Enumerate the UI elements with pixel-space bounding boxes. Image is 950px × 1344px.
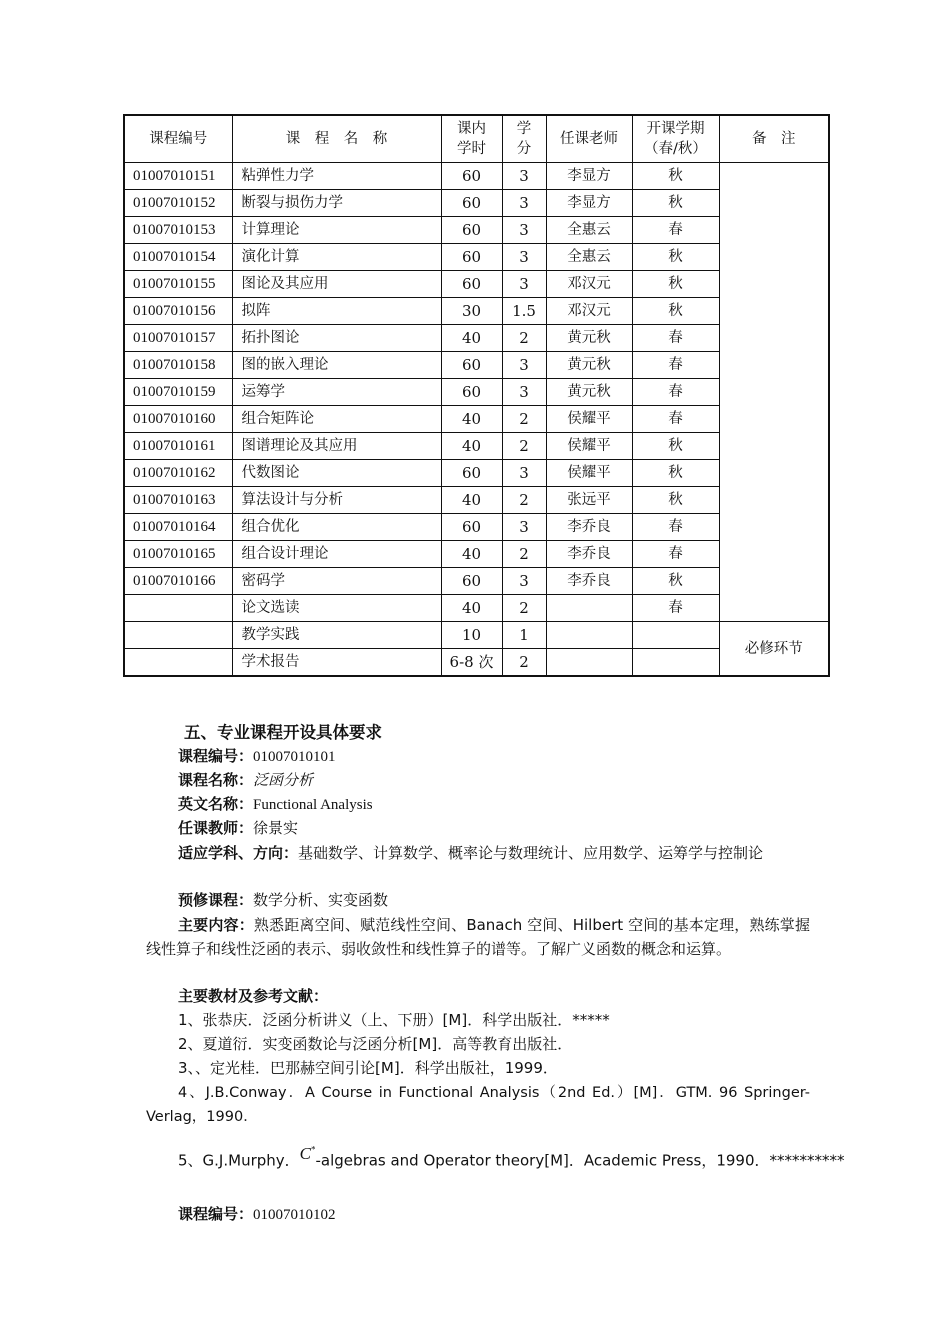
course-name-label: 课程名称：: [178, 771, 254, 789]
cell-hours: 60: [441, 460, 502, 487]
cell-credits: 2: [502, 487, 546, 514]
cell-teacher: 邓汉元: [546, 271, 632, 298]
header-hours: 课内 学时: [441, 115, 502, 163]
table-body: [124, 163, 829, 677]
cell-code: 01007010166: [124, 568, 232, 595]
next-course-code-label: 课程编号：: [178, 1205, 254, 1223]
prereq-line: [178, 890, 388, 910]
required-note: 必修环节: [719, 622, 829, 677]
cell-term: 春: [632, 514, 719, 541]
cell-code: 01007010165: [124, 541, 232, 568]
ref5-prefix: 5、G.J.Murphy．: [178, 1151, 300, 1170]
next-course-code-value: 01007010102: [253, 1207, 336, 1223]
cell-term: 春: [632, 325, 719, 352]
cell-code: 01007010160: [124, 406, 232, 433]
english-name-line: [178, 794, 373, 815]
cell-name: 组合矩阵论: [232, 406, 441, 433]
cell-hours: 40: [441, 433, 502, 460]
cell-teacher: 李乔良: [546, 541, 632, 568]
cell-hours: 60: [441, 379, 502, 406]
course-code-line: [178, 746, 336, 767]
cell-hours: 40: [441, 406, 502, 433]
cell-hours: 10: [441, 622, 502, 649]
cell-code: 01007010161: [124, 433, 232, 460]
cell-credits: 2: [502, 325, 546, 352]
course-name-line: [178, 770, 313, 790]
course-code-label: 课程编号：: [178, 747, 254, 765]
cell-teacher: 李乔良: [546, 568, 632, 595]
cell-name: 拟阵: [232, 298, 441, 325]
cell-credits: 2: [502, 541, 546, 568]
cell-teacher: 李乔良: [546, 514, 632, 541]
cell-teacher: 邓汉元: [546, 298, 632, 325]
cell-credits: 3: [502, 568, 546, 595]
cell-teacher: 李显方: [546, 163, 632, 190]
next-course-code-line: [178, 1204, 336, 1225]
header-credits: 学 分: [502, 115, 546, 163]
reference-item: 1、张恭庆．泛函分析讲义（上、下册）[M]．科学出版社．*****: [178, 1011, 610, 1029]
cell-hours: 60: [441, 244, 502, 271]
cell-hours: 40: [441, 541, 502, 568]
cell-term: 秋: [632, 271, 719, 298]
header-teacher: 任课老师: [546, 115, 632, 163]
cell-name: 拓扑图论: [232, 325, 441, 352]
cell-teacher: 侯耀平: [546, 433, 632, 460]
header-code: 课程编号: [124, 115, 232, 163]
cell-credits: 1.5: [502, 298, 546, 325]
cell-teacher: 侯耀平: [546, 460, 632, 487]
cell-code: 01007010152: [124, 190, 232, 217]
cell-hours: 60: [441, 217, 502, 244]
cell-term: 秋: [632, 568, 719, 595]
cell-name: 学术报告: [232, 649, 441, 677]
section-heading: 五、专业课程开设具体要求: [184, 723, 382, 742]
cell-name: 粘弹性力学: [232, 163, 441, 190]
cell-code: 01007010158: [124, 352, 232, 379]
content-value: 熟悉距离空间、赋范线性空间、Banach 空间、Hilbert 空间的基本定理，熟练掌握线性算子和线性泛函的表示、弱收敛性和线性算子的谱等。了解广义函数的概念和运算。: [146, 916, 810, 958]
cell-code: 01007010164: [124, 514, 232, 541]
cell-term: 春: [632, 595, 719, 622]
cell-hours: 40: [441, 325, 502, 352]
cell-name: 论文选读: [232, 595, 441, 622]
table-header-row: [124, 115, 829, 163]
cell-hours: 60: [441, 163, 502, 190]
cell-code: 01007010156: [124, 298, 232, 325]
cell-credits: 3: [502, 244, 546, 271]
content-paragraph: [146, 913, 810, 961]
cell-credits: 3: [502, 190, 546, 217]
cell-credits: 2: [502, 649, 546, 677]
cell-code: 01007010155: [124, 271, 232, 298]
cell-term: 秋: [632, 487, 719, 514]
cell-teacher: 全惠云: [546, 244, 632, 271]
cell-credits: 3: [502, 460, 546, 487]
c-star-symbol: C*: [299, 1143, 316, 1163]
cell-hours: 60: [441, 271, 502, 298]
cell-teacher: 张远平: [546, 487, 632, 514]
cell-term: [632, 622, 719, 649]
cell-hours: 30: [441, 298, 502, 325]
cell-code: 01007010153: [124, 217, 232, 244]
cell-credits: 3: [502, 514, 546, 541]
cell-term: 春: [632, 406, 719, 433]
cell-name: 演化计算: [232, 244, 441, 271]
cell-name: 运筹学: [232, 379, 441, 406]
cell-hours: 60: [441, 190, 502, 217]
cell-credits: 3: [502, 352, 546, 379]
course-table: [123, 114, 830, 677]
cell-remarks-empty: [719, 163, 829, 622]
cell-teacher: [546, 622, 632, 649]
cell-term: 秋: [632, 163, 719, 190]
cell-teacher: 全惠云: [546, 217, 632, 244]
table-row: [124, 163, 829, 190]
header-term: 开课学期 （春/秋）: [632, 115, 719, 163]
cell-credits: 3: [502, 163, 546, 190]
english-name-label: 英文名称：: [178, 795, 254, 813]
cell-code: 01007010162: [124, 460, 232, 487]
course-code-value: 01007010101: [253, 749, 336, 765]
cell-teacher: 李显方: [546, 190, 632, 217]
cell-term: 春: [632, 352, 719, 379]
cell-teacher: 黄元秋: [546, 325, 632, 352]
cell-credits: 3: [502, 271, 546, 298]
cell-term: 秋: [632, 244, 719, 271]
cell-term: 秋: [632, 298, 719, 325]
reference-item: 2、夏道衍．实变函数论与泛函分析[M]．高等教育出版社．: [178, 1035, 573, 1053]
course-name-value: 泛函分析: [253, 771, 314, 789]
reference-item-5: [178, 1143, 845, 1171]
cell-code: [124, 595, 232, 622]
cell-name: 算法设计与分析: [232, 487, 441, 514]
cell-credits: 2: [502, 406, 546, 433]
refs-label: 主要教材及参考文献：: [178, 987, 329, 1005]
cell-credits: 3: [502, 217, 546, 244]
cell-teacher: [546, 595, 632, 622]
header-remarks: 备 注: [719, 115, 829, 163]
cell-term: 春: [632, 541, 719, 568]
teacher-value: 徐景实: [253, 819, 299, 837]
reference-item: 4、J.B.Conway．A Course in Functional Analysis（2nd Ed.）[M]．GTM. 96 Springer-Verlag，1990．: [146, 1085, 810, 1125]
cell-hours: 6-8 次: [441, 649, 502, 677]
cell-code: [124, 622, 232, 649]
reference-item: 3、、定光桂．巴那赫空间引论[M]．科学出版社，1999．: [178, 1059, 558, 1077]
cell-credits: 2: [502, 433, 546, 460]
cell-code: 01007010151: [124, 163, 232, 190]
table-row: [124, 622, 829, 649]
cell-term: 春: [632, 217, 719, 244]
cell-teacher: 黄元秋: [546, 379, 632, 406]
cell-teacher: 黄元秋: [546, 352, 632, 379]
cell-name: 密码学: [232, 568, 441, 595]
cell-name: 教学实践: [232, 622, 441, 649]
cell-hours: 40: [441, 487, 502, 514]
cell-credits: 2: [502, 595, 546, 622]
cell-term: 秋: [632, 433, 719, 460]
cell-name: 组合设计理论: [232, 541, 441, 568]
cell-code: 01007010159: [124, 379, 232, 406]
cell-code: 01007010157: [124, 325, 232, 352]
content-label: 主要内容：: [178, 916, 254, 934]
teacher-label: 任课教师：: [178, 819, 254, 837]
cell-teacher: 侯耀平: [546, 406, 632, 433]
disciplines-value: 基础数学、计算数学、概率论与数理统计、应用数学、运筹学与控制论: [298, 844, 764, 862]
english-name-value: Functional Analysis: [253, 797, 373, 813]
cell-term: 秋: [632, 190, 719, 217]
prereq-value: 数学分析、实变函数: [253, 891, 389, 909]
cell-teacher: [546, 649, 632, 677]
cell-name: 计算理论: [232, 217, 441, 244]
disciplines-paragraph: [146, 841, 810, 865]
cell-code: 01007010154: [124, 244, 232, 271]
cell-hours: 60: [441, 514, 502, 541]
cell-name: 图谱理论及其应用: [232, 433, 441, 460]
refs-heading: [178, 986, 328, 1006]
cell-hours: 60: [441, 568, 502, 595]
disciplines-label: 适应学科、方向：: [178, 844, 299, 862]
cell-term: 秋: [632, 460, 719, 487]
prereq-label: 预修课程：: [178, 891, 254, 909]
cell-name: 代数图论: [232, 460, 441, 487]
header-name: 课 程 名 称: [232, 115, 441, 163]
ref5-suffix: -algebras and Operator theory[M]．Academic Press，1990．**********: [315, 1151, 845, 1170]
cell-credits: 1: [502, 622, 546, 649]
cell-credits: 3: [502, 379, 546, 406]
cell-name: 图的嵌入理论: [232, 352, 441, 379]
cell-code: 01007010163: [124, 487, 232, 514]
teacher-line: [178, 818, 298, 838]
cell-name: 图论及其应用: [232, 271, 441, 298]
cell-name: 组合优化: [232, 514, 441, 541]
cell-term: 春: [632, 379, 719, 406]
cell-name: 断裂与损伤力学: [232, 190, 441, 217]
cell-hours: 60: [441, 352, 502, 379]
cell-hours: 40: [441, 595, 502, 622]
cell-code: [124, 649, 232, 677]
cell-term: [632, 649, 719, 677]
